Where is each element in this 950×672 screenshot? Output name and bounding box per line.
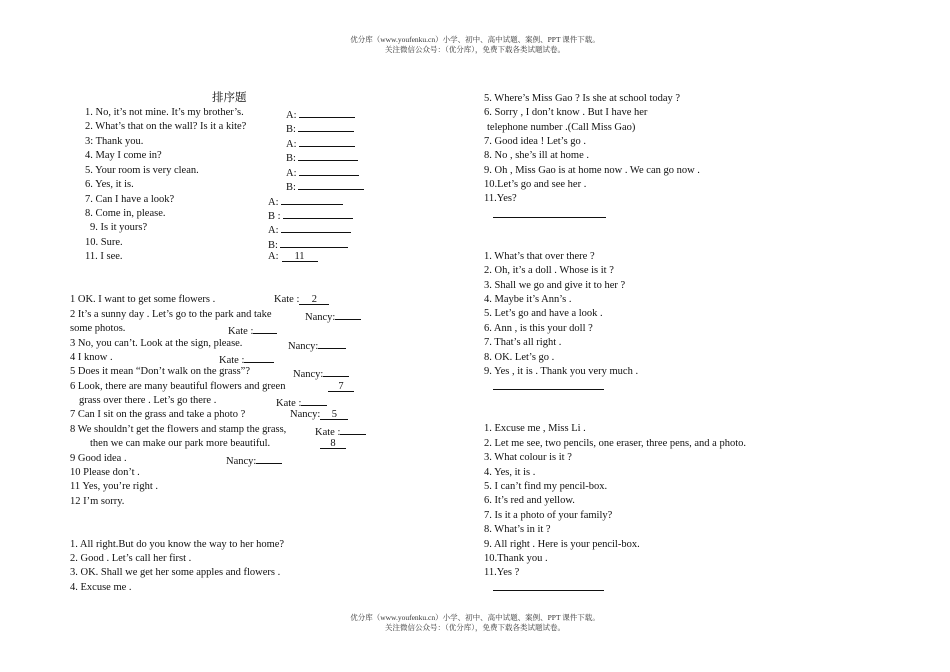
answer-slot: Nancy: — [288, 337, 346, 353]
answer-slot: B: — [286, 149, 358, 165]
list-item: 2. What’s that on the wall? Is it a kite? — [85, 121, 247, 132]
answer-slot — [328, 380, 354, 393]
list-item: 5 Does it mean “Don’t walk on the grass”? — [70, 366, 251, 377]
list-item: 6. It’s red and yellow. — [484, 495, 575, 506]
answer-blank[interactable] — [298, 178, 364, 190]
list-item: 10.Let’s go and see her . — [484, 179, 587, 190]
list-item: 4. Yes, it is . — [484, 467, 536, 478]
answer-slot: B: — [286, 120, 354, 136]
answer-slot: Kate : — [276, 394, 327, 410]
answer-blank[interactable] — [299, 135, 355, 147]
answer-slot: A: 11 — [268, 250, 318, 263]
list-item: 7 Can I sit on the grass and take a photo ? — [70, 409, 246, 420]
list-item: 1. No, it’s not mine. It’s my brother’s. — [85, 107, 244, 118]
list-item: 11.Yes? — [484, 193, 517, 204]
answer-line[interactable] — [493, 389, 604, 390]
answer-blank[interactable] — [299, 106, 355, 118]
list-item: some photos. — [70, 323, 126, 334]
answer-blank[interactable] — [318, 337, 346, 349]
list-item: 8. OK. Let’s go . — [484, 352, 555, 363]
list-item: 5. Your room is very clean. — [85, 165, 199, 176]
answer-blank[interactable]: 2 — [299, 293, 329, 305]
answer-slot: A: — [286, 164, 359, 180]
answer-slot: Kate : — [219, 351, 274, 367]
answer-slot: B: — [286, 178, 364, 194]
answer-blank[interactable] — [244, 351, 274, 363]
footer-line-2: 关注微信公众号：（优分库），免费下载各类试题试卷。 — [385, 623, 565, 632]
list-item: 11. I see. — [85, 251, 123, 262]
header-line-2: 关注微信公众号：（优分库），免费下载各类试题试卷。 — [385, 45, 565, 54]
list-item: 6. Sorry , I don’t know . But I have her — [484, 107, 648, 118]
list-item: 2. Let me see, two pencils, one eraser, three pens, and a photo. — [484, 438, 746, 449]
list-item: 5. Let’s go and have a look . — [484, 308, 603, 319]
section-title: 排序题 — [212, 92, 247, 104]
answer-blank[interactable] — [301, 394, 327, 406]
list-item: 9. All right . Here is your pencil-box. — [484, 539, 640, 550]
answer-slot: Nancy: — [226, 452, 282, 468]
list-item: 12 I’m sorry. — [70, 496, 125, 507]
list-item: 1 OK. I want to get some flowers . — [70, 294, 216, 305]
answer-slot: Kate : — [315, 423, 366, 439]
list-item: 2. Oh, it’s a doll . Whose is it ? — [484, 265, 614, 276]
answer-slot: A: — [286, 106, 355, 122]
list-item: 9. Yes , it is . Thank you very much . — [484, 366, 639, 377]
answer-blank[interactable] — [256, 452, 282, 464]
list-item: 11.Yes ? — [484, 567, 520, 578]
list-item: 5. Where’s Miss Gao ? Is she at school today ? — [484, 93, 681, 104]
answer-slot: Kate : 2 — [274, 293, 329, 306]
answer-blank[interactable]: 7 — [328, 380, 354, 392]
list-item: 4. Excuse me . — [70, 582, 132, 593]
list-item: 9. Oh , Miss Gao is at home now . We can go now . — [484, 165, 700, 176]
footer-line-1: 优分库（www.youfenku.cn）小学、初中、高中试题、案例、PPT 课件下载。 — [350, 613, 600, 622]
answer-slot: B : — [268, 207, 353, 223]
list-item: 9. Is it yours? — [90, 222, 148, 233]
answer-blank[interactable]: 8 — [320, 437, 346, 449]
answer-slot: Nancy: 5 — [290, 408, 348, 421]
answer-line[interactable] — [493, 590, 604, 591]
answer-slot: A: — [286, 135, 355, 151]
answer-slot — [320, 437, 346, 450]
answer-slot: Kate : — [228, 322, 277, 338]
list-item: 7. That’s all right . — [484, 337, 562, 348]
list-item: 4 I know . — [70, 352, 113, 363]
answer-blank[interactable] — [299, 164, 359, 176]
answer-slot: A: — [268, 193, 343, 209]
answer-blank[interactable] — [281, 193, 343, 205]
list-item: 11 Yes, you’re right . — [70, 481, 158, 492]
list-item: 8. No , she’s ill at home . — [484, 150, 589, 161]
list-item: 10 Please don’t . — [70, 467, 140, 478]
list-item: 8. Come in, please. — [85, 208, 166, 219]
list-item: 1. What’s that over there ? — [484, 251, 595, 262]
list-item: 8 We shouldn’t get the flowers and stamp the grass, — [70, 424, 287, 435]
page-header — [0, 35, 950, 55]
list-item: 4. Maybe it’s Ann’s . — [484, 294, 572, 305]
list-item: telephone number .(Call Miss Gao) — [487, 122, 636, 133]
list-item: 4. May I come in? — [85, 150, 162, 161]
answer-blank[interactable] — [253, 322, 277, 334]
header-line-1: 优分库（www.youfenku.cn）小学、初中、高中试题、案例、PPT 课件下载。 — [350, 35, 600, 44]
answer-line[interactable] — [493, 217, 606, 218]
answer-blank[interactable] — [280, 236, 348, 248]
list-item: grass over there . Let’s go there . — [79, 395, 217, 406]
list-item: 7. Good idea ! Let’s go . — [484, 136, 587, 147]
list-item: 3. Shall we go and give it to her ? — [484, 280, 626, 291]
answer-blank[interactable] — [323, 365, 349, 377]
list-item: 5. I can’t find my pencil-box. — [484, 481, 608, 492]
list-item: 3. OK. Shall we get her some apples and flowers . — [70, 567, 281, 578]
list-item: 8. What’s in it ? — [484, 524, 551, 535]
answer-slot: Nancy: — [305, 308, 361, 324]
answer-slot: A: — [268, 221, 351, 237]
list-item: 2 It’s a sunny day . Let’s go to the park and take — [70, 309, 272, 320]
list-item: 6. Ann , is this your doll ? — [484, 323, 593, 334]
list-item: 10.Thank you . — [484, 553, 548, 564]
list-item: 2. Good . Let’s call her first . — [70, 553, 192, 564]
answer-blank[interactable]: 11 — [282, 250, 318, 262]
list-item: 3. What colour is it ? — [484, 452, 572, 463]
list-item: 6. Yes, it is. — [85, 179, 134, 190]
page-footer — [0, 613, 950, 633]
list-item: 9 Good idea . — [70, 453, 127, 464]
list-item: 7. Is it a photo of your family? — [484, 510, 613, 521]
list-item: 3: Thank you. — [85, 136, 144, 147]
list-item: then we can make our park more beautiful. — [90, 438, 271, 449]
list-item: 1. All right.But do you know the way to her home? — [70, 539, 285, 550]
list-item: 7. Can I have a look? — [85, 194, 175, 205]
answer-slot: Nancy: — [293, 365, 349, 381]
answer-blank[interactable]: 5 — [320, 408, 348, 420]
answer-blank[interactable] — [298, 120, 354, 132]
answer-blank[interactable] — [281, 221, 351, 233]
answer-blank[interactable] — [335, 308, 361, 320]
list-item: 1. Excuse me , Miss Li . — [484, 423, 586, 434]
list-item: 3 No, you can’t. Look at the sign, please. — [70, 338, 243, 349]
answer-blank[interactable] — [298, 149, 358, 161]
list-item: 10. Sure. — [85, 237, 123, 248]
answer-blank[interactable] — [283, 207, 353, 219]
list-item: 6 Look, there are many beautiful flowers and green — [70, 381, 286, 392]
answer-slot: B: — [268, 236, 348, 252]
answer-blank[interactable] — [340, 423, 366, 435]
